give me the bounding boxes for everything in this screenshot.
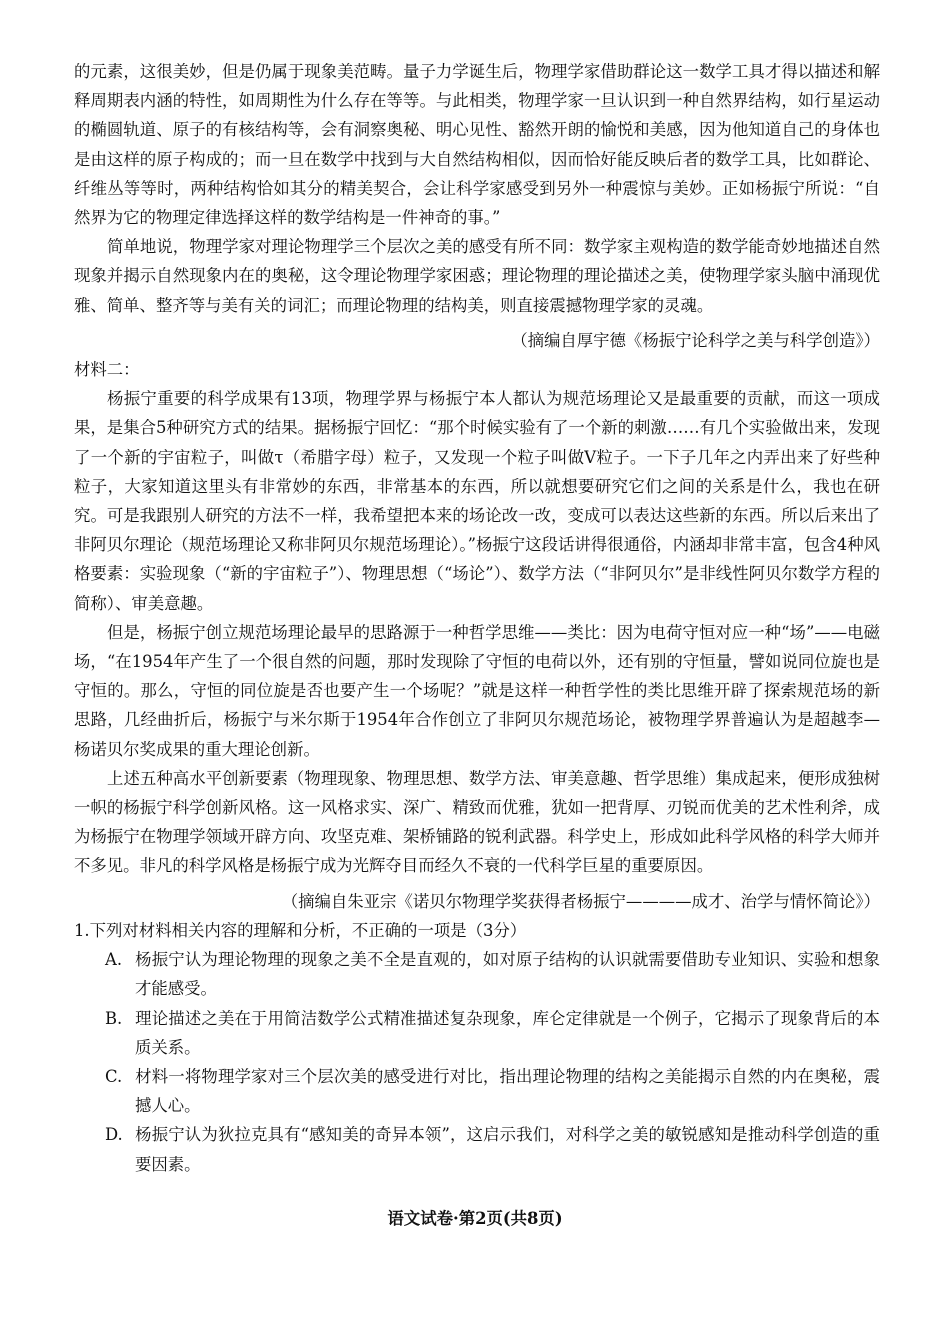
material2-label: 材料二： — [74, 360, 140, 380]
question-1-option-c — [105, 1062, 880, 1120]
question-1-option-d — [105, 1120, 880, 1178]
material1-paragraph-2: 简单地说，物理学家对理论物理学三个层次之美的感受有所不同：数学家主观构造的数学能奇妙地描述自然现象并揭示自然现象内在的奥秘，这令理论物理学家困惑；理论物理的理论描述之美，使物理学家头脑中涌现优雅、简单、整齐等与美有关的词汇；而理论物理的结构美，则直接震撼物理学家的灵魂。 — [74, 237, 880, 315]
material2-paragraph-2: 但是，杨振宁创立规范场理论最早的思路源于一种哲学思维——类比：因为电荷守恒对应一种“场”——电磁场，“在1954年产生了一个很自然的问题，那时发现除了守恒的电荷以外，还有别的守恒量，譬如说同位旋也是守恒的。那么，守恒的同位旋是否也要产生一个场呢？”就是这样一种哲学性的类比思维开辟了探索规范场的新思路，几经曲折后，杨振宁与米尔斯于1954年合作创立了非阿贝尔规范场论，被物理学界普遍认为是超越李—杨诺贝尔奖成果的重大理论创新。 — [74, 622, 880, 759]
option-text: 理论描述之美在于用简洁数学公式精准描述复杂现象，库仑定律就是一个例子，它揭示了现象背后的本质关系。 — [135, 1008, 880, 1057]
material1-paragraph-1: 的元素，这很美妙，但是仍属于现象美范畴。量子力学诞生后，物理学家借助群论这一数学工具才得以描述和解释周期表内涵的特性，如周期性为什么存在等等。与此相类，物理学家一旦认识到一种自然界结构，如行星运动的椭圆轨道、原子的有核结构等，会有洞察奥秘、明心见性、豁然开朗的愉悦和美感，因为他知道自己的身体也是由这样的原子构成的；而一旦在数学中找到与大自然结构相似，因而恰好能反映后者的数学工具，比如群论、纤维丛等等时，两种结构恰如其分的精美契合，会让科学家感受到另外一种震惊与美妙。正如杨振宁所说：“自然界为它的物理定律选择这样的数学结构是一件神奇的事。” — [74, 62, 880, 228]
option-letter: C. — [105, 1066, 123, 1086]
material2-paragraph-3: 上述五种高水平创新要素（物理现象、物理思想、数学方法、审美意趣、哲学思维）集成起来，便形成独树一帜的杨振宁科学创新风格。这一风格求实、深广、精致而优雅，犹如一把背厚、刃锐而优美的艺术性利斧，成为杨振宁在物理学领域开辟方向、攻坚克难、架桥铺路的锐利武器。科学史上，形成如此科学风格的科学大师并不多见。非凡的科学风格是杨振宁成为光辉夺目而经久不衰的一代科学巨星的重要原因。 — [74, 768, 880, 876]
material2-source: （摘编自朱亚宗《诺贝尔物理学奖获得者杨振宁————成才、治学与情怀简论》） — [281, 891, 880, 911]
question-1-option-a — [105, 945, 880, 1003]
material2-paragraph-1: 杨振宁重要的科学成果有13项，物理学界与杨振宁本人都认为规范场理论又是最重要的贡献，而这一项成果，是集合5种研究方式的结果。据杨振宁回忆：“那个时候实验有了一个新的刺激……有几个实验做出来，发现了一个新的宇宙粒子，叫做τ（希腊字母）粒子，又发现一个粒子叫做V粒子。一下子几年之内弄出来了好些种粒子，大家知道这里头有非常妙的东西，非常基本的东西，所以就想要研究它们之间的关系是什么，我也在研究。可是我跟别人研究的方法不一样，我希望把本来的场论改一改，变成可以表达这些新的东西。所以后来出了非阿贝尔理论（规范场理论又称非阿贝尔规范场理论）。”杨振宁这段话讲得很通俗，内涵却非常丰富，包含4种风格要素：实验现象（“新的宇宙粒子”）、物理思想（“场论”）、数学方法（“非阿贝尔”是非线性阿贝尔数学方程的简称）、审美意趣。 — [74, 389, 880, 613]
page-footer: 语文试卷·第2页(共8页) — [387, 1209, 563, 1228]
option-text: 杨振宁认为理论物理的现象之美不全是直观的，如对原子结构的认识就需要借助专业知识、实验和想象才能感受。 — [135, 950, 880, 999]
material1-source: （摘编自厚宇德《杨振宁论科学之美与科学创造》） — [511, 330, 880, 350]
option-text: 材料一将物理学家对三个层次美的感受进行对比，指出理论物理的结构之美能揭示自然的内在奥秘，震撼人心。 — [135, 1066, 880, 1116]
question-1-option-b — [105, 1004, 880, 1062]
question-1-stem: 1.下列对材料相关内容的理解和分析，不正确的一项是（3分） — [74, 920, 527, 940]
option-text: 杨振宁认为狄拉克具有“感知美的奇异本领”，这启示我们，对科学之美的敏锐感知是推动科学创造的重要因素。 — [135, 1125, 880, 1174]
option-letter: A. — [105, 950, 123, 970]
exam-page-body — [74, 57, 880, 1179]
option-letter: B. — [105, 1008, 123, 1028]
option-letter: D. — [105, 1125, 123, 1145]
